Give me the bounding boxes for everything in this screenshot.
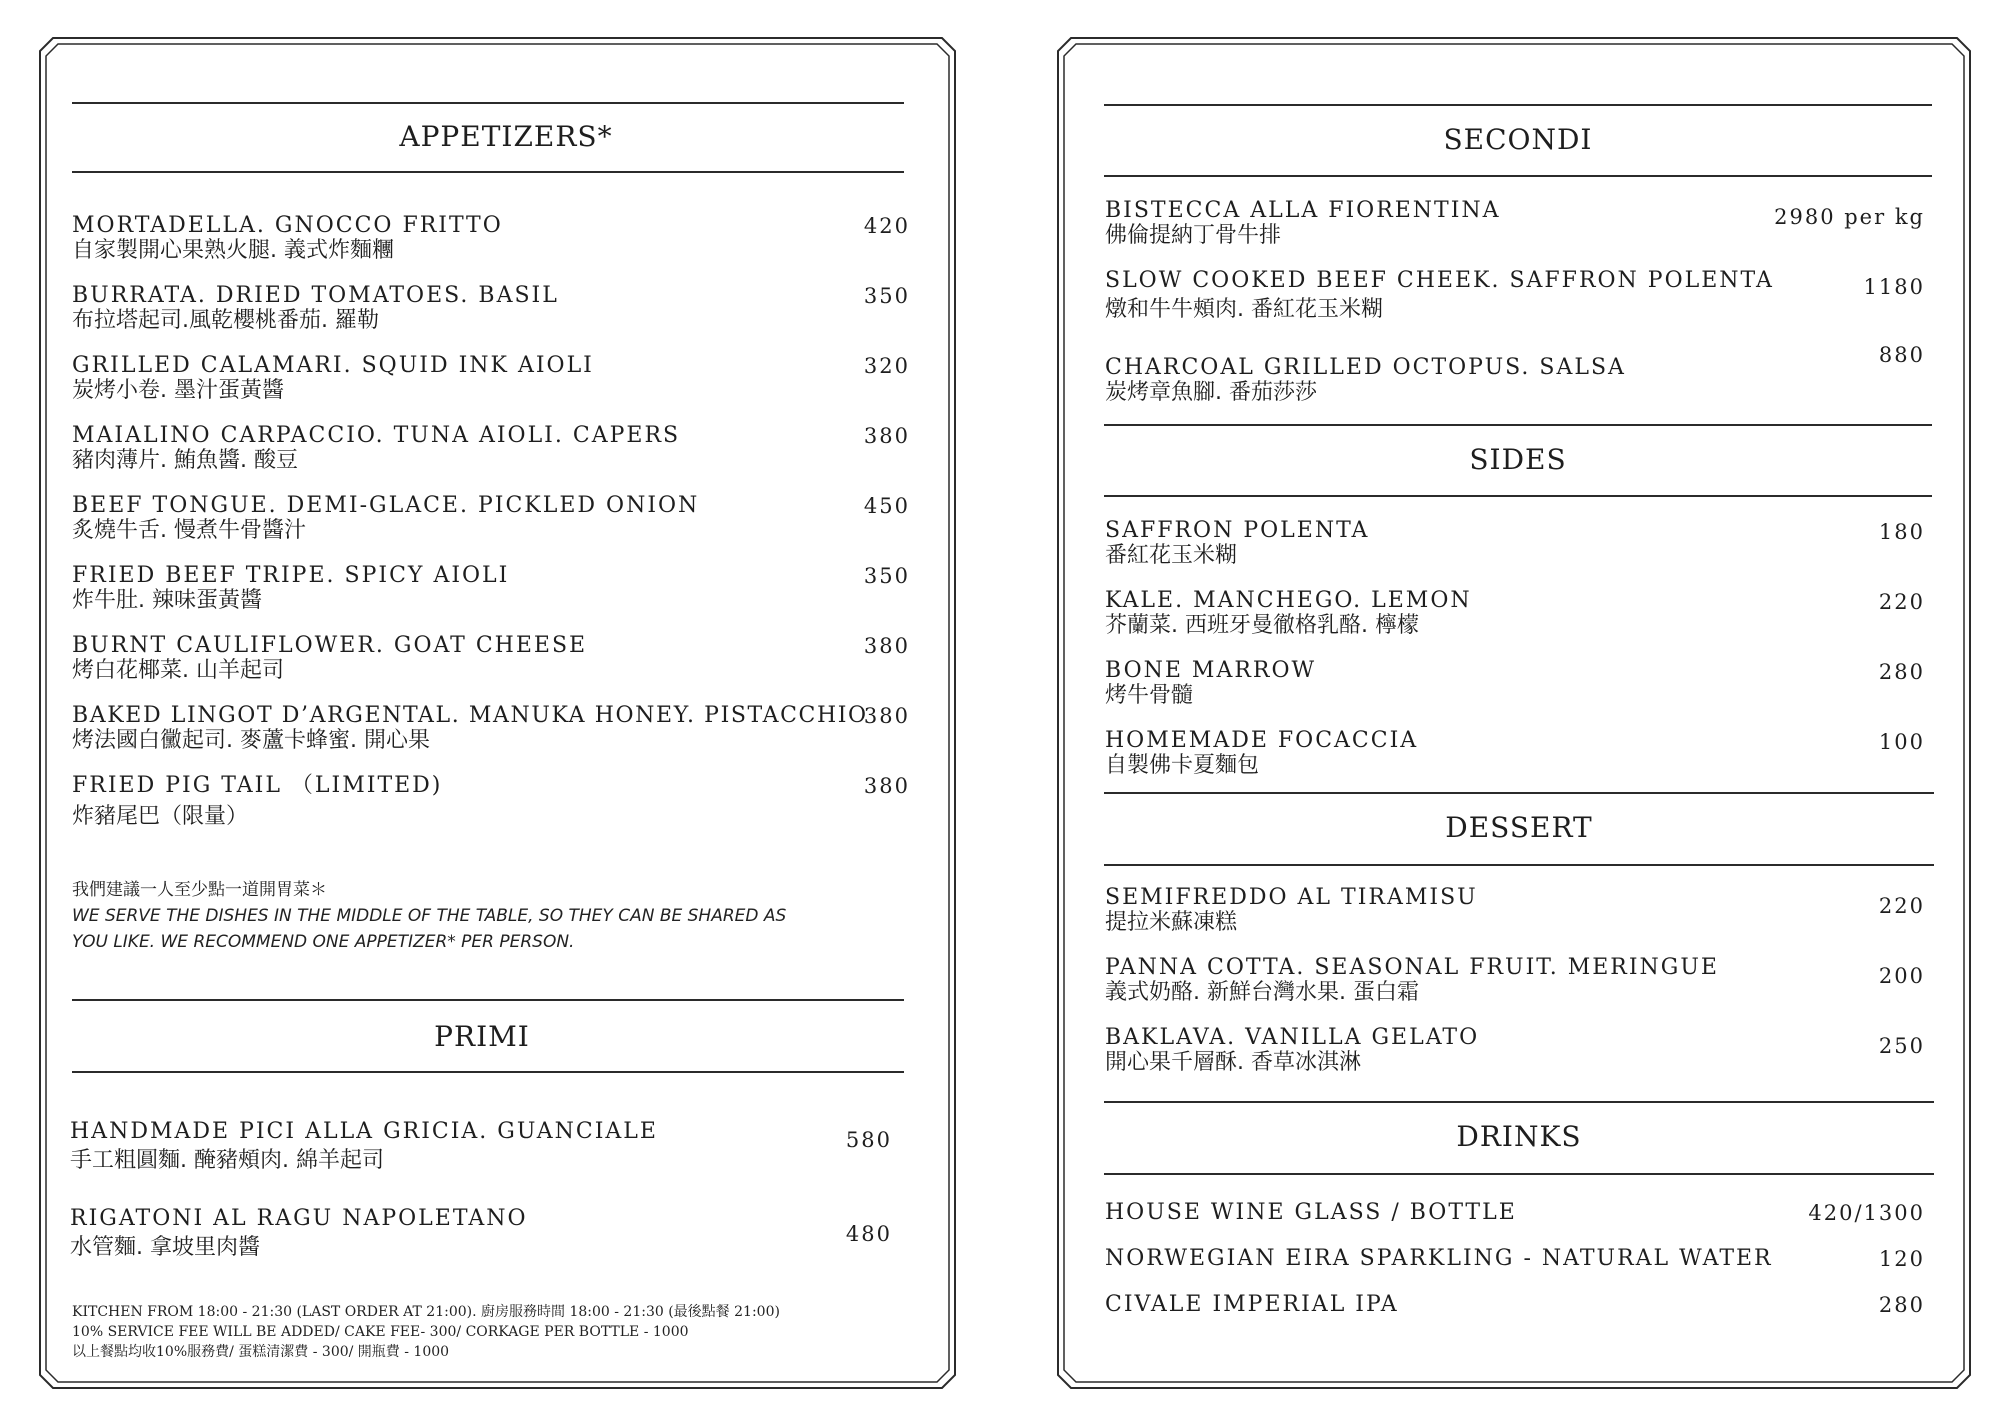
- menu-item: [72, 424, 680, 474]
- drink-item-name: CIVALE IMPERIAL IPA: [1105, 1292, 1399, 1317]
- item-name-en: BAKLAVA. VANILLA GELATO: [1105, 1025, 1480, 1050]
- menu-item: [72, 774, 442, 830]
- item-name-zh: 炭烤章魚腳. 番茄莎莎: [1105, 380, 1317, 405]
- item-name-en: MORTADELLA. GNOCCO FRITTO: [72, 213, 503, 238]
- menu-item: [1105, 269, 1774, 323]
- primi-rule-bottom: [72, 1071, 904, 1073]
- item-name-en: FRIED PIG TAIL （LIMITED): [72, 773, 443, 798]
- footer-line1: KITCHEN FROM 18:00 - 21:30 (LAST ORDER AT 21:00). 廚房服務時間 18:00 - 21:30 (最後點餐 21:00): [72, 1304, 780, 1320]
- secondi-rule-bottom: [1104, 175, 1932, 177]
- item-name-zh: 水管麵. 拿坡里肉醬: [70, 1235, 260, 1260]
- item-name-zh: 燉和牛牛頰肉. 番紅花玉米糊: [1105, 297, 1383, 322]
- menu-item: [1105, 729, 1418, 779]
- menu-item: [70, 1207, 528, 1261]
- drink-item-price: 280: [1878, 1293, 1925, 1317]
- footer-line3: 以上餐點均收10%服務費/ 蛋糕清潔費 - 300/ 開瓶費 - 1000: [72, 1344, 450, 1360]
- item-name-zh: 烤白花椰菜. 山羊起司: [72, 658, 284, 683]
- item-name-en: RIGATONI AL RAGU NAPOLETANO: [70, 1206, 528, 1231]
- item-price: 220: [1878, 894, 1925, 918]
- secondi-heading: SECONDI: [1443, 123, 1593, 156]
- drink-item-price: 420/1300: [1808, 1201, 1925, 1225]
- dessert-rule-bottom: [1104, 864, 1934, 866]
- menu-item: [70, 1120, 658, 1174]
- item-name-en: KALE. MANCHEGO. LEMON: [1105, 588, 1472, 613]
- item-price: 380: [863, 704, 910, 728]
- menu-item: [1105, 886, 1478, 936]
- sides-rule-bottom: [1104, 495, 1932, 497]
- menu-item: [1105, 199, 1501, 249]
- item-name-zh: 布拉塔起司.風乾櫻桃番茄. 羅勒: [72, 308, 379, 333]
- item-price: 2980 per kg: [1774, 205, 1925, 229]
- item-name-en: MAIALINO CARPACCIO. TUNA AIOLI. CAPERS: [72, 423, 681, 448]
- item-name-zh: 烤牛骨髓: [1105, 683, 1194, 708]
- item-price: 380: [863, 634, 910, 658]
- drinks-rule-top: [1104, 1101, 1934, 1103]
- item-price: 880: [1878, 343, 1925, 367]
- footer-line2: 10% SERVICE FEE WILL BE ADDED/ CAKE FEE- 300/ CORKAGE PER BOTTLE - 1000: [72, 1324, 689, 1340]
- drink-item-price: 120: [1878, 1247, 1925, 1271]
- item-name-en: BONE MARROW: [1105, 658, 1317, 683]
- item-name-zh: 炸豬尾巴（限量）: [72, 804, 249, 829]
- dessert-rule-top: [1104, 792, 1934, 794]
- item-price: 200: [1878, 964, 1925, 988]
- item-price: 1180: [1863, 275, 1925, 299]
- menu-item: [1105, 589, 1472, 639]
- menu-item: [72, 214, 503, 264]
- item-name-en: CHARCOAL GRILLED OCTOPUS. SALSA: [1105, 355, 1626, 380]
- menu-item: [72, 564, 509, 614]
- menu-item: [72, 284, 559, 334]
- item-price: 350: [863, 284, 910, 308]
- item-name-zh: 佛倫提納丁骨牛排: [1105, 223, 1282, 248]
- item-price: 320: [863, 354, 910, 378]
- item-price: 250: [1878, 1034, 1925, 1058]
- item-price: 220: [1878, 590, 1925, 614]
- item-name-en: BISTECCA ALLA FIORENTINA: [1105, 198, 1501, 223]
- item-name-en: SAFFRON POLENTA: [1105, 518, 1370, 543]
- sides-heading: SIDES: [1469, 443, 1567, 476]
- item-name-en: HANDMADE PICI ALLA GRICIA. GUANCIALE: [70, 1119, 658, 1144]
- item-name-zh: 自家製開心果熟火腿. 義式炸麵糰: [72, 238, 394, 263]
- menu-item: [1105, 519, 1369, 569]
- item-price: 380: [863, 774, 910, 798]
- menu-item: [72, 704, 868, 754]
- item-price: 420: [863, 214, 910, 238]
- appetizer-note: [72, 877, 892, 955]
- item-price: 350: [863, 564, 910, 588]
- item-name-zh: 炙燒牛舌. 慢煮牛骨醬汁: [72, 518, 306, 543]
- item-name-en: PANNA COTTA. SEASONAL FRUIT. MERINGUE: [1105, 955, 1719, 980]
- menu-item: [72, 354, 594, 404]
- item-name-en: FRIED BEEF TRIPE. SPICY AIOLI: [72, 563, 510, 588]
- appetizers-rule-top: [72, 102, 904, 104]
- menu-item: [1105, 1026, 1479, 1076]
- item-name-zh: 烤法國白黴起司. 麥蘆卡蜂蜜. 開心果: [72, 728, 430, 753]
- note-zh: 我們建議一人至少點一道開胃菜＊: [72, 880, 327, 900]
- drink-item-name: NORWEGIAN EIRA SPARKLING - NATURAL WATER: [1105, 1246, 1773, 1271]
- menu-item: [1105, 356, 1626, 406]
- sides-rule-top: [1104, 424, 1932, 426]
- item-name-en: SEMIFREDDO AL TIRAMISU: [1105, 885, 1478, 910]
- primi-rule-top: [72, 999, 904, 1001]
- menu-item: [1105, 956, 1719, 1006]
- item-name-en: SLOW COOKED BEEF CHEEK. SAFFRON POLENTA: [1105, 268, 1774, 293]
- item-name-en: HOMEMADE FOCACCIA: [1105, 728, 1419, 753]
- note-en-line1: WE SERVE THE DISHES IN THE MIDDLE OF THE TABLE, SO THEY CAN BE SHARED AS: [72, 906, 787, 926]
- dessert-heading: DESSERT: [1445, 811, 1593, 844]
- appetizers-heading: APPETIZERS*: [399, 120, 613, 153]
- drink-item-name: HOUSE WINE GLASS / BOTTLE: [1105, 1200, 1517, 1225]
- appetizers-rule-bottom: [72, 171, 904, 173]
- drinks-heading: DRINKS: [1456, 1120, 1582, 1153]
- menu-item: [72, 494, 699, 544]
- item-price: 180: [1878, 520, 1925, 544]
- item-name-zh: 番紅花玉米糊: [1105, 543, 1238, 568]
- item-name-en: BEEF TONGUE. DEMI-GLACE. PICKLED ONION: [72, 493, 700, 518]
- menu-item: [1105, 659, 1316, 709]
- item-name-en: GRILLED CALAMARI. SQUID INK AIOLI: [72, 353, 594, 378]
- item-price: 280: [1878, 660, 1925, 684]
- item-price: 380: [863, 424, 910, 448]
- item-price: 480: [845, 1222, 892, 1246]
- item-name-zh: 開心果千層酥. 香草冰淇淋: [1105, 1050, 1361, 1075]
- note-en-line2: YOU LIKE. WE RECOMMEND ONE APPETIZER* PER PERSON.: [72, 932, 575, 952]
- item-name-zh: 豬肉薄片. 鮪魚醬. 酸豆: [72, 448, 298, 473]
- item-name-zh: 手工粗圓麵. 醃豬頰肉. 綿羊起司: [70, 1148, 384, 1173]
- menu-item: [72, 634, 587, 684]
- item-name-zh: 義式奶酪. 新鮮台灣水果. 蛋白霜: [1105, 980, 1419, 1005]
- kitchen-footer: [72, 1302, 780, 1362]
- item-name-zh: 炸牛肚. 辣味蛋黃醬: [72, 588, 262, 613]
- item-name-zh: 芥蘭菜. 西班牙曼徹格乳酪. 檸檬: [1105, 613, 1419, 638]
- item-name-en: BAKED LINGOT D’ARGENTAL. MANUKA HONEY. PISTACCHIO: [72, 703, 868, 728]
- item-name-zh: 炭烤小卷. 墨汁蛋黃醬: [72, 378, 284, 403]
- item-price: 100: [1878, 730, 1925, 754]
- item-price: 450: [863, 494, 910, 518]
- primi-heading: PRIMI: [434, 1020, 530, 1053]
- drinks-rule-bottom: [1104, 1173, 1934, 1175]
- item-name-en: BURNT CAULIFLOWER. GOAT CHEESE: [72, 633, 588, 658]
- item-name-zh: 自製佛卡夏麵包: [1105, 753, 1260, 778]
- item-name-zh: 提拉米蘇凍糕: [1105, 910, 1238, 935]
- secondi-rule-top: [1104, 104, 1932, 106]
- item-name-en: BURRATA. DRIED TOMATOES. BASIL: [72, 283, 559, 308]
- item-price: 580: [845, 1128, 892, 1152]
